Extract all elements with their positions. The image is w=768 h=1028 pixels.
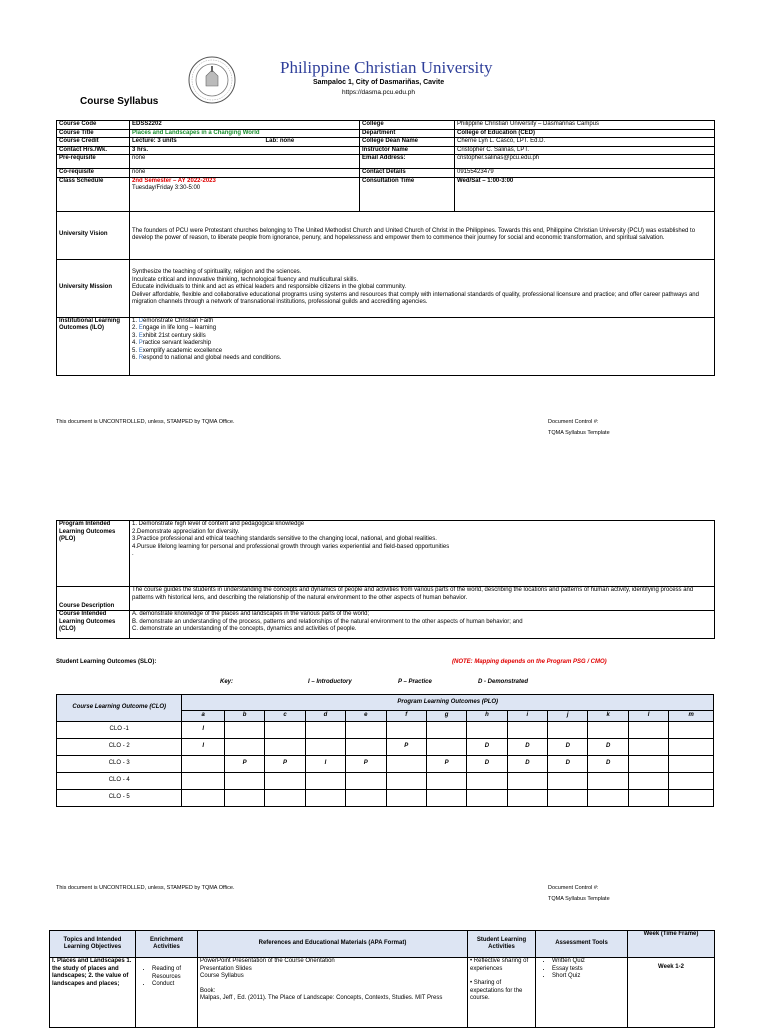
consult-label: Consultation Time (360, 177, 455, 211)
matrix-cell (548, 790, 588, 807)
matrix-cell (265, 739, 305, 756)
matrix-cell (507, 722, 547, 739)
clo-plo-matrix (56, 694, 714, 807)
doc-control-label: Document Control #: (548, 419, 599, 425)
plo-line: 3.Practice professional and ethical teaching standards sensitive to the changing local, national, and global realities. (132, 536, 437, 542)
table-row (57, 129, 715, 138)
schedule-time: Tuesday/Friday 3:30-5:00 (132, 185, 201, 191)
mission-label: University Mission (57, 259, 130, 317)
matrix-cell (669, 790, 714, 807)
matrix-cell (426, 722, 466, 739)
uncontrolled-notice-2: This document is UNCONTROLLED, unless, STAMPED by TQMA Office. (56, 885, 235, 891)
course-title: Places and Landscapes in a Changing World (130, 129, 360, 138)
clo-list (130, 611, 715, 639)
lecture-units: Lecture: 3 units (132, 138, 177, 144)
matrix-cell (265, 773, 305, 790)
matrix-cell (628, 773, 668, 790)
matrix-cell (588, 722, 628, 739)
matrix-cell (628, 739, 668, 756)
matrix-cell (507, 773, 547, 790)
matrix-cell: D (548, 756, 588, 773)
contact-label: Contact Details (360, 169, 455, 178)
contact-hrs-label: Contact Hrs./Wk. (57, 146, 130, 155)
week-cell: Week 1-2 (628, 958, 715, 1028)
template-label: TQMA Syllabus Template (548, 430, 610, 436)
clo-row-label: CLO - 4 (57, 773, 182, 790)
matrix-cell (669, 722, 714, 739)
matrix-cell (467, 773, 507, 790)
consult-time: Wed/Sat – 1:00-3:00 (455, 177, 715, 211)
matrix-cell: D (548, 739, 588, 756)
plo-col: c (265, 711, 305, 722)
matrix-cell (305, 739, 345, 756)
table-row (57, 155, 715, 169)
plo-list (130, 521, 715, 587)
plo-col: b (224, 711, 264, 722)
slo-label: Student Learning Outcomes (SLO): (56, 659, 157, 665)
matrix-cell (386, 790, 426, 807)
matrix-cell (182, 756, 225, 773)
matrix-cell (548, 773, 588, 790)
matrix-cell (426, 790, 466, 807)
university-address: Sampaloc 1, City of Dasmariñas, Cavite (313, 79, 445, 86)
vision-label: University Vision (57, 211, 130, 259)
department-label: Department (360, 129, 455, 138)
email-label: Email Address: (360, 155, 455, 169)
plo-col: j (548, 711, 588, 722)
table-row (57, 146, 715, 155)
instructor-label: Instructor Name (360, 146, 455, 155)
plo-col: e (346, 711, 386, 722)
clo-row-label: CLO -1 (57, 722, 182, 739)
ilo-item: 5. Exemplify academic excellence (132, 347, 223, 354)
matrix-cell (305, 790, 345, 807)
plo-col: d (305, 711, 345, 722)
topic-cell: I. Places and Landscapes 1. the study of places and landscapes; 2. the value of landscapes and places; (50, 958, 136, 1028)
plo-col: g (426, 711, 466, 722)
table-row (57, 211, 715, 259)
mission-line: Synthesize the teaching of spirituality, religion and the sciences. (132, 269, 302, 276)
table-row (57, 790, 714, 807)
course-title-label: Course Title (57, 129, 130, 138)
instructor-name: Cristopher C. Salinas, LPT. (455, 146, 715, 155)
table-row (57, 756, 714, 773)
mission-text (130, 259, 715, 317)
mission-line: Deliver affordable, flexible and collaborative educational programs using systems and resources that comply with international standards of quality, professional licensure and practice; and offer career pathways and migration channels through a network of transnational institutions, professional guilds and accrediting agencies. (132, 291, 699, 306)
clo-row-label: CLO - 2 (57, 739, 182, 756)
assessment-cell (536, 958, 628, 1028)
table-row (57, 695, 714, 711)
header-topics: Topics and Intended Learning Objectives (50, 931, 136, 958)
university-seal (188, 56, 236, 104)
learning-plan-table (49, 930, 715, 1028)
references-cell (198, 958, 468, 1028)
header-week: Week (Time Frame) (628, 931, 715, 958)
coreq-label: Co-requisite (57, 169, 130, 178)
matrix-cell (669, 773, 714, 790)
ref-line: Malpas, Jeff , Ed. (2011). The Place of Landscape: Concepts, Contexts, Studies. MIT Press (200, 995, 443, 1001)
dean-name: Cherrie Lyn L. Casco, LPT. Ed.D. (455, 138, 715, 147)
header-student-activities: Student Learning Activities (468, 931, 536, 958)
description-text: The course guides the students in understanding the concepts and dynamics of people and activities from various parts of the world, describing the locations and patterns of human activity, identifying process and patterns with historical lens, and describing the relationship of the natural environment to the other aspects of human behavior. (130, 587, 715, 611)
matrix-cell: P (386, 739, 426, 756)
matrix-cell: D (588, 756, 628, 773)
matrix-cell (265, 790, 305, 807)
email[interactable]: cristopher.salinas@pcu.edu.ph (455, 155, 715, 169)
clo-line: A. demonstrate knowledge of the places and landscapes in the various parts of the world; (132, 611, 370, 617)
enrichment-cell (136, 958, 198, 1028)
ilo-list (130, 317, 715, 375)
matrix-cell: I (305, 756, 345, 773)
matrix-cell (224, 790, 264, 807)
matrix-cell (467, 722, 507, 739)
plo-line: 4.Pursue lifelong learning for personal and professional growth through varies experiential and field-based opportunities (132, 543, 450, 550)
college: Philippine Christian University – Dasmarinas Campus (455, 121, 715, 130)
matrix-cell: I (182, 722, 225, 739)
table-row (57, 177, 715, 211)
key-introductory: I – Introductory (308, 679, 352, 685)
university-url[interactable]: https://dasma.pcu.edu.ph (342, 89, 415, 96)
ref-line: Presentation Slides (200, 965, 252, 972)
ilo-item: 2. Engage in life long – learning (132, 325, 217, 331)
matrix-cell (386, 722, 426, 739)
plo-col: k (588, 711, 628, 722)
plo-col: i (507, 711, 547, 722)
ilo-item: 3. Exhibit 21st century skills (132, 332, 206, 339)
matrix-cell (628, 722, 668, 739)
matrix-cell: D (467, 756, 507, 773)
matrix-cell (386, 756, 426, 773)
college-label: College (360, 121, 455, 130)
key-practice: P – Practice (398, 679, 432, 685)
mission-line: Educate individuals to think and act as ethical leaders and responsible citizens in the global community. (132, 284, 407, 291)
plo-col: f (386, 711, 426, 722)
plo-header: Program Learning Outcomes (PLO) (182, 695, 714, 711)
matrix-cell (628, 756, 668, 773)
ilo-item: 1. Demonstrate Christian Faith (132, 317, 214, 324)
plo-col: l (628, 711, 668, 722)
table-row (57, 611, 715, 639)
table-row (57, 317, 715, 375)
activity-line: • Reflective sharing of experiences (470, 958, 529, 972)
matrix-cell (346, 773, 386, 790)
header-enrichment: Enrichment Activities (136, 931, 198, 958)
coreq: none (130, 169, 360, 178)
description-label: Course Description (57, 587, 130, 611)
matrix-cell: P (265, 756, 305, 773)
matrix-cell: D (507, 739, 547, 756)
template-label-2: TQMA Syllabus Template (548, 896, 610, 902)
table-row (57, 259, 715, 317)
assessment-item: • Short Quiz (552, 973, 625, 981)
header-assessment: Assessment Tools (536, 931, 628, 958)
key-label: Key: (220, 679, 234, 685)
assessment-item: • Essay tests (552, 966, 625, 974)
matrix-cell (426, 739, 466, 756)
matrix-cell (224, 773, 264, 790)
schedule (130, 177, 360, 211)
ref-line: PowerPoint Presentation of the Course Orientation (200, 958, 335, 964)
matrix-cell (346, 790, 386, 807)
prereq-label: Pre-requisite (57, 155, 130, 169)
matrix-cell (669, 739, 714, 756)
matrix-cell (669, 756, 714, 773)
matrix-cell (224, 739, 264, 756)
ilo-item: 4. Practice servant leadership (132, 340, 212, 346)
clo-line: B. demonstrate an understanding of the process, patterns and relationships of the natural environment to the other aspects of human behavior; and (132, 618, 523, 625)
document-title: Course Syllabus (80, 96, 159, 107)
course-info-table (56, 120, 715, 376)
activity-line: • Sharing of expectations for the course. (470, 980, 523, 1001)
table-row (50, 958, 715, 1028)
matrix-cell (386, 773, 426, 790)
table-row (57, 773, 714, 790)
plo-col: m (669, 711, 714, 722)
mapping-note: (NOTE: Mapping depends on the Program PSG / CMO) (452, 659, 607, 665)
matrix-cell (588, 773, 628, 790)
table-row (50, 931, 715, 958)
matrix-cell (548, 722, 588, 739)
matrix-cell: I (182, 739, 225, 756)
student-activities-cell (468, 958, 536, 1028)
matrix-cell (305, 722, 345, 739)
assessment-item: • Written Quiz (552, 958, 625, 966)
course-code-label: Course Code (57, 121, 130, 130)
matrix-cell (467, 790, 507, 807)
clo-line: C. demonstrate an understanding of the concepts, dynamics and activities of people. (132, 626, 357, 632)
matrix-cell: D (507, 756, 547, 773)
prereq: none (130, 155, 360, 169)
vision-text: The founders of PCU were Protestant churches belonging to The United Methodist Church and United Church of Christ in the Philippines. Towards this end, Philippine Christian University (PCU) was established to develop the power of reason, to liberate people from ignorance, penury, and hopelessness and empower them to commence their journey for social and economic transformation, and spiritual salvation. (130, 211, 715, 259)
matrix-cell (507, 790, 547, 807)
table-row (57, 587, 715, 611)
department: College of Education (CED) (455, 129, 715, 138)
table-row (57, 739, 714, 756)
plo-line: 1. Demonstrate high level of content and pedagogical knowledge (132, 521, 305, 527)
enrichment-item: • Reading of Resources (152, 966, 195, 981)
table-row (57, 521, 715, 587)
plo-col: h (467, 711, 507, 722)
ilo-item: 6. Respond to national and global needs and conditions. (132, 355, 282, 361)
table-row (57, 138, 715, 147)
matrix-cell (346, 739, 386, 756)
matrix-cell (588, 790, 628, 807)
uncontrolled-notice: This document is UNCONTROLLED, unless, STAMPED by TQMA Office. (56, 419, 235, 425)
program-outcomes-table (56, 520, 715, 639)
plo-line: . (132, 551, 134, 557)
ref-line: Book: (200, 987, 216, 994)
university-name: Philippine Christian University (280, 58, 493, 77)
course-credit (130, 138, 360, 147)
doc-control-label-2: Document Control #: (548, 885, 599, 891)
table-row (57, 722, 714, 739)
matrix-cell (426, 773, 466, 790)
header-references: References and Educational Materials (APA Format) (198, 931, 468, 958)
course-code: EDSS2202 (130, 121, 360, 130)
plo-label: Program Intended Learning Outcomes (PLO) (57, 521, 130, 587)
plo-line: 2.Demonstrate appreciation for diversity. (132, 528, 240, 535)
schedule-label: Class Schedule (57, 177, 130, 211)
contact-number: 09155423479 (455, 169, 715, 178)
matrix-cell (265, 722, 305, 739)
matrix-cell: P (426, 756, 466, 773)
matrix-cell: D (588, 739, 628, 756)
matrix-cell (182, 790, 225, 807)
matrix-cell (182, 773, 225, 790)
ref-line: Course Syllabus (200, 973, 244, 979)
semester: 2nd Semester – AY 2022-2023 (132, 177, 216, 184)
clo-row-label: CLO - 3 (57, 756, 182, 773)
matrix-cell: D (467, 739, 507, 756)
matrix-cell (224, 722, 264, 739)
course-credit-label: Course Credit (57, 138, 130, 147)
clo-row-label: CLO - 5 (57, 790, 182, 807)
table-row (57, 121, 715, 130)
plo-col: a (182, 711, 225, 722)
matrix-body (57, 722, 714, 807)
matrix-cell (628, 790, 668, 807)
matrix-cell: P (346, 756, 386, 773)
matrix-cell (346, 722, 386, 739)
lab-units: Lab: none (265, 138, 295, 144)
contact-hrs: 3 hrs. (130, 146, 360, 155)
table-row (57, 169, 715, 178)
clo-label: Course Intended Learning Outcomes (CLO) (57, 611, 130, 639)
mission-line: Inculcate critical and innovative thinking, technological fluency and multicultural skills. (132, 276, 359, 283)
matrix-corner: Course Learning Outcome (CLO) (57, 695, 182, 722)
ilo-label: Institutional Learning Outcomes (ILO) (57, 317, 130, 375)
key-demonstrated: D - Demonstrated (478, 679, 529, 685)
dean-label: College Dean Name (360, 138, 455, 147)
enrichment-item: • Conduct (152, 981, 195, 989)
matrix-cell (305, 773, 345, 790)
matrix-cell: P (224, 756, 264, 773)
